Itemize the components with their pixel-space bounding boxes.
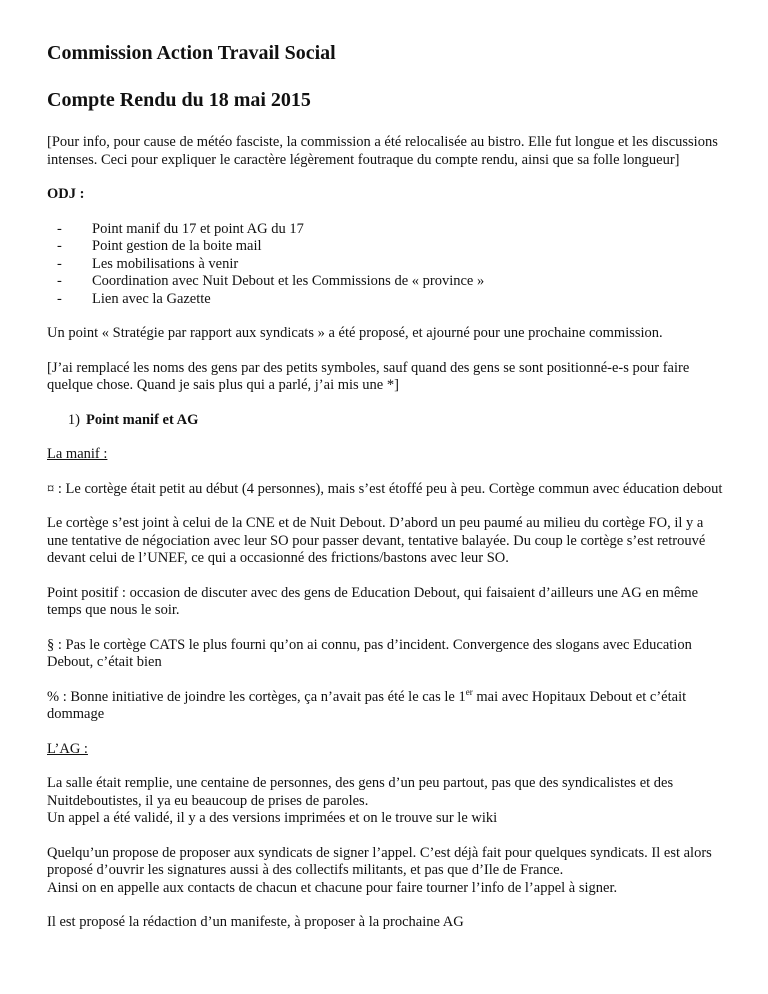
manif-paragraph-4: § : Pas le cortège CATS le plus fourni qu’on ai connu, pas d’incident. Convergence des slogans avec Education Debout, c’était bien [47,636,692,670]
list-item: - Les mobilisations à venir [57,255,239,272]
document-page [47,40,727,949]
list-item: - Coordination avec Nuit Debout et les Commissions de « province » [57,273,485,289]
ag-paragraph-3: Il est proposé la rédaction d’un manifeste, à proposer à la prochaine AG [47,914,464,930]
manif-paragraph-2: Le cortège s’est joint à celui de la CNE et de Nuit Debout. D’abord un peu paumé au milieu du cortège FO, il y a une tentative de négociation avec leur SO pour passer devant, tentative balayée. Du coup le cortège s’est retrouvé devant celui de l’UNEF, ce qui a occasionné des frictions/bastons avec leur SO. [47,515,706,566]
manif-label: La manif : [47,446,108,462]
names-note: [J’ai remplacé les noms des gens par des petits symboles, sauf quand des gens se sont positionné-e-s pour faire quelque chose. Quand je sais plus qui a parlé, j’ai mis une *] [47,359,690,393]
ag-paragraph-2: Quelqu’un propose de proposer aux syndicats de signer l’appel. C’est déjà fait pour quelques syndicats. Il est alors proposé d’ouvrir les signatures aussi à des collectifs militants, et pas que d’Ile de France. Ainsi on en appelle aux contacts de chacun et chacune pour faire tourner l’info de l’appel à signer. [47,844,712,896]
list-item: - Lien avec la Gazette [57,290,211,307]
document-subtitle: Compte Rendu du 18 mai 2015 [47,89,311,111]
section-heading [47,412,727,430]
document-title: Commission Action Travail Social [47,42,336,64]
list-item: - Point manif du 17 et point AG du 17 [57,220,304,237]
intro-paragraph: [Pour info, pour cause de météo fasciste, la commission a été relocalisée au bistro. Elle fut longue et les discussions intenses. Ceci pour expliquer le caractère légèrement foutraque du compte rendu, ainsi que sa folle longueur] [47,134,718,168]
manif-paragraph-3: Point positif : occasion de discuter avec des gens de Education Debout, qui faisaient d’ailleurs une AG en même temps que nous le soir. [47,584,699,618]
section-title: Point manif et AG [86,411,199,428]
ag-label: L’AG : [47,740,88,757]
strategy-note: Un point « Stratégie par rapport aux syndicats » a été proposé, et ajourné pour une prochaine commission. [47,325,663,341]
manif-paragraph-5: % : Bonne initiative de joindre les cortèges, ça n’avait pas été le cas le 1er mai avec Hopitaux Debout et c’était dommage [47,686,687,722]
ag-paragraph-1: La salle était remplie, une centaine de personnes, des gens d’un peu partout, pas que des syndicalistes et des Nuitdeboutistes, il ya eu beaucoup de prises de paroles. Un appel a été validé, il y a des versions imprimées et on le trouve sur le wiki [47,775,674,826]
odj-list [47,221,727,309]
odj-label: ODJ : [47,186,85,202]
section-number: 1) [67,411,80,428]
list-item: - Point gestion de la boite mail [57,238,262,254]
manif-paragraph-1: ¤ : Le cortège était petit au début (4 personnes), mais s’est étoffé peu à peu. Cortège commun avec éducation debout [47,480,723,497]
